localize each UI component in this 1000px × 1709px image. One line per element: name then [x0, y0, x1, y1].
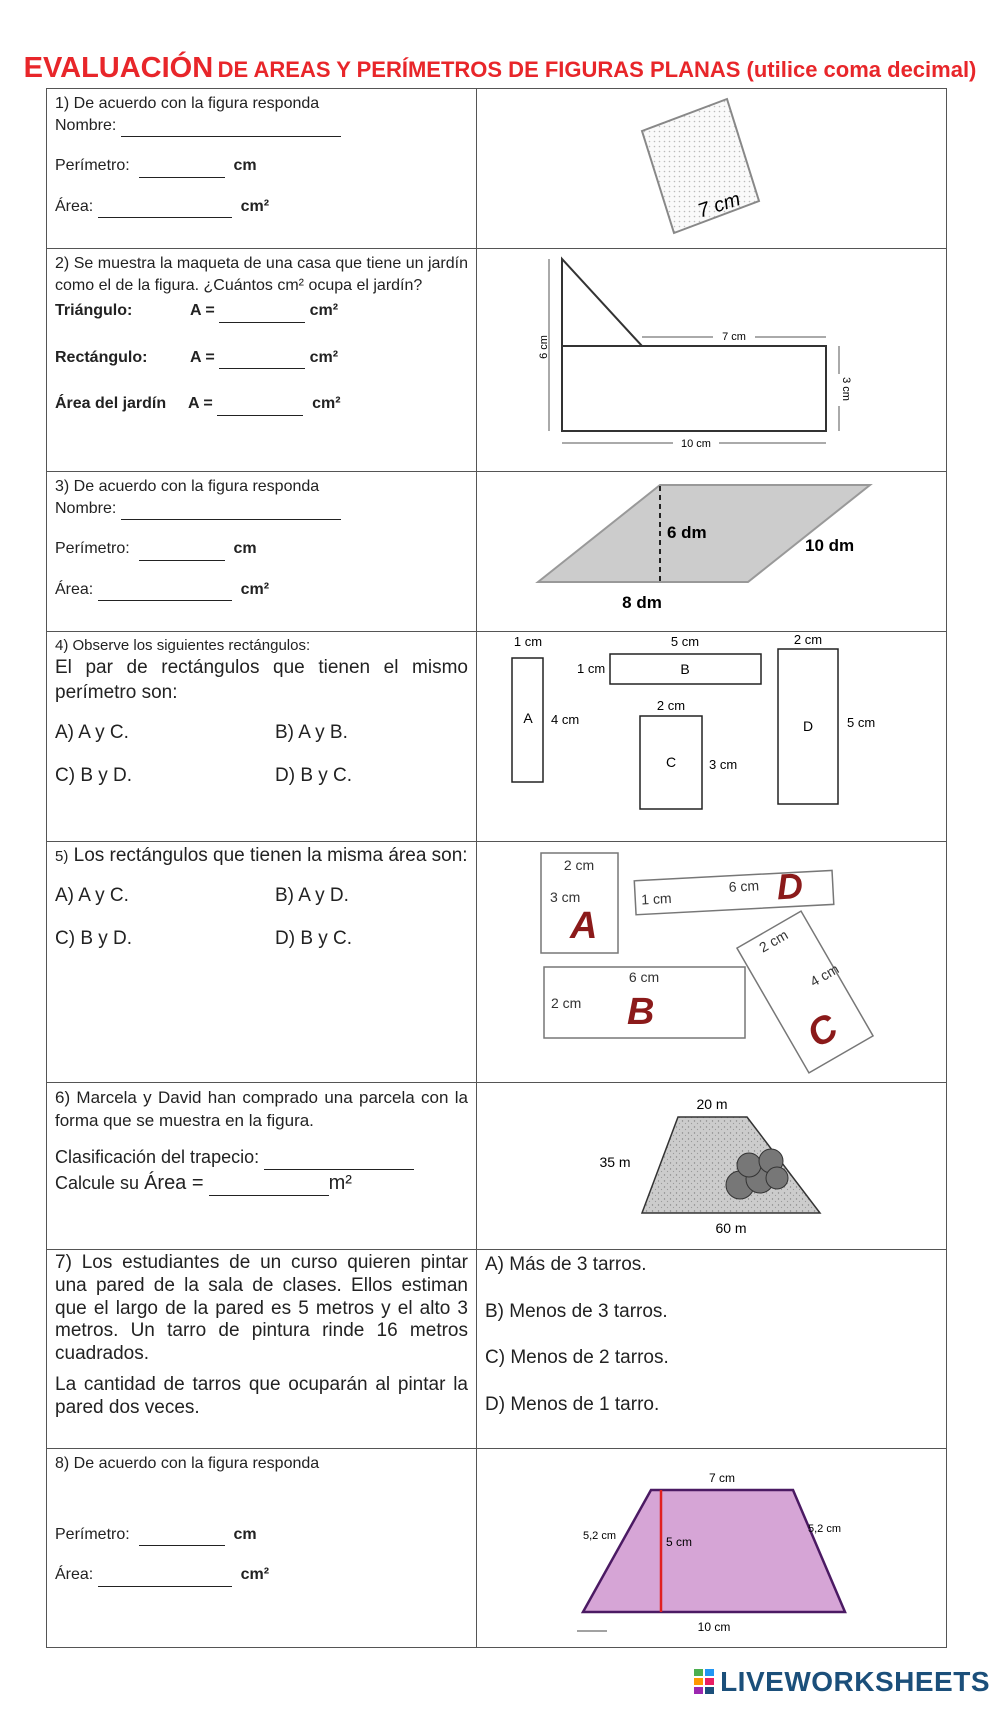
- q1-prompt: 1) De acuerdo con la figura responda: [55, 95, 320, 112]
- q1-name-blank[interactable]: [121, 115, 341, 138]
- q7-option-a[interactable]: A) Más de 3 tarros.: [485, 1254, 647, 1275]
- q4-option-a[interactable]: A) A y C.: [55, 721, 129, 743]
- q4-prompt-small: 4) Observe los siguientes rectángulos:: [55, 637, 311, 654]
- q6-trapezoid: [642, 1117, 820, 1213]
- q3-base-label: 8 dm: [622, 593, 662, 612]
- q4-option-b[interactable]: B) A y B.: [275, 721, 348, 743]
- svg-text:B: B: [680, 661, 690, 677]
- q2-left-label: 6 cm: [538, 335, 550, 359]
- q7-option-d[interactable]: D) Menos de 1 tarro.: [485, 1393, 660, 1415]
- question-4-row: [47, 632, 947, 842]
- q6-bottom-label: 60 m: [715, 1220, 747, 1236]
- q6-classification-blank[interactable]: [264, 1145, 414, 1170]
- q3-area-blank[interactable]: [98, 579, 232, 602]
- svg-text:4 cm: 4 cm: [551, 712, 580, 727]
- liveworksheets-footer: LIVEWORKSHEETS: [694, 1666, 990, 1698]
- q8-area-blank[interactable]: [98, 1564, 232, 1587]
- q2-garden-blank[interactable]: [217, 393, 303, 416]
- q3-name-blank[interactable]: [121, 498, 341, 521]
- svg-text:D: D: [775, 865, 804, 908]
- question-1-row: 1) De acuerdo con la figura responda Nombre: Perímetro: cm Área: cm² 7 cm: [47, 89, 947, 249]
- q1-side-label: 7 cm: [695, 188, 744, 223]
- page-title: EVALUACIÓN DE AREAS Y PERÍMETROS DE FIGURAS PLANAS (utilice coma decimal): [23, 52, 977, 84]
- svg-text:1 cm: 1 cm: [513, 634, 543, 649]
- q6-top-label: 20 m: [696, 1096, 728, 1112]
- svg-text:3 cm: 3 cm: [709, 757, 738, 772]
- evaluation-table: [46, 88, 947, 1648]
- q4-prompt: El par de rectángulos que tienen el mismo perímetro son:: [55, 657, 468, 703]
- svg-text:3 cm: 3 cm: [550, 889, 581, 905]
- q8-trapezoid: [583, 1490, 845, 1612]
- q2-rectangle: [562, 346, 826, 431]
- svg-text:2 cm: 2 cm: [756, 926, 791, 956]
- svg-text:2 cm: 2 cm: [563, 857, 595, 873]
- q8-bottom-label: 10 cm: [697, 1620, 731, 1634]
- svg-text:5 cm: 5 cm: [847, 715, 876, 730]
- svg-text:6 cm: 6 cm: [728, 877, 760, 895]
- q1-square-figure: [477, 89, 948, 243]
- q3-perimeter-blank[interactable]: [139, 538, 225, 561]
- svg-text:2 cm: 2 cm: [551, 995, 582, 1011]
- q8-height-label: 5 cm: [666, 1535, 693, 1549]
- q6-height-label: 35 m: [599, 1154, 631, 1170]
- q3-height-label: 6 dm: [667, 523, 707, 542]
- q2-triangle-blank[interactable]: [219, 300, 305, 323]
- q2-rectangle-blank[interactable]: [219, 347, 305, 370]
- q8-perimeter-blank[interactable]: [139, 1524, 225, 1547]
- svg-text:2 cm: 2 cm: [656, 698, 686, 713]
- q2-garden-figure: [477, 249, 948, 466]
- q2-right-label: 3 cm: [840, 377, 852, 401]
- svg-text:B: B: [627, 991, 655, 1033]
- q8-right-label: 5,2 cm: [808, 1523, 842, 1535]
- q3-prompt: 3) De acuerdo con la figura responda: [55, 478, 320, 495]
- q2-triangle: [562, 259, 642, 346]
- svg-text:5 cm: 5 cm: [670, 634, 700, 649]
- q5-option-c[interactable]: C) B y D.: [55, 928, 133, 950]
- q1-area-label: Área:: [55, 197, 94, 215]
- question-2-row: 2) Se muestra la maqueta de una casa que tiene un jardín como el de la figura. ¿Cuántos cm² ocupa el jardín? Triángulo: A = cm² Rectángulo: A = cm² Área del jardín A = cm² 6 cm 7 cm 3 cm 10 cm: [47, 249, 947, 472]
- q3-side-label: 10 dm: [805, 536, 855, 555]
- q7-question: La cantidad de tarros que ocuparán al pintar la pared dos veces.: [55, 1373, 468, 1418]
- q7-option-b[interactable]: B) Menos de 3 tarros.: [485, 1300, 668, 1322]
- question-6-row: 6) Marcela y David han comprado una parcela con la forma que se muestra en la figura. Clasificación del trapecio: Calcule su Área = m² 20 m 35 m 60 m: [47, 1083, 947, 1250]
- svg-text:A: A: [523, 710, 533, 726]
- q5-rectangles-figure: [477, 842, 948, 1077]
- q5-option-a[interactable]: A) A y C.: [55, 884, 129, 906]
- q6-prompt: 6) Marcela y David han comprado una parcela con la forma que se muestra en la figura.: [55, 1088, 468, 1130]
- q1-area-blank[interactable]: [98, 196, 232, 219]
- liveworksheets-logo-icon: [694, 1667, 716, 1695]
- svg-text:1 cm: 1 cm: [577, 661, 606, 676]
- q4-option-d[interactable]: D) B y C.: [275, 765, 353, 787]
- q6-area-blank[interactable]: [209, 1171, 329, 1196]
- q7-option-c[interactable]: C) Menos de 2 tarros.: [485, 1347, 669, 1369]
- svg-text:C: C: [665, 754, 677, 770]
- q2-top-label: 7 cm: [722, 331, 746, 343]
- q5-option-b[interactable]: B) A y D.: [275, 884, 349, 906]
- svg-text:D: D: [802, 718, 814, 734]
- q1-perimeter-label: Perímetro:: [55, 157, 130, 175]
- q1-name-label: Nombre:: [55, 116, 117, 134]
- q5-rect-c: [737, 911, 873, 1073]
- svg-text:4 cm: 4 cm: [807, 960, 842, 990]
- question-7-row: [47, 1250, 947, 1449]
- q4-option-c[interactable]: C) B y D.: [55, 765, 133, 787]
- q8-top-label: 7 cm: [708, 1471, 736, 1485]
- q2-prompt: 2) Se muestra la maqueta de una casa que tiene un jardín como el de la figura. ¿Cuántos cm² ocupa el jardín?: [55, 255, 468, 294]
- svg-text:C: C: [800, 1006, 846, 1057]
- question-3-row: 3) De acuerdo con la figura responda Nombre: Perímetro: cm Área: cm² 6 dm 10 dm 8 dm: [47, 472, 947, 632]
- q8-prompt: 8) De acuerdo con la figura responda: [55, 1455, 320, 1472]
- svg-text:1 cm: 1 cm: [640, 889, 672, 908]
- q8-trapezoid-figure: [477, 1449, 948, 1642]
- q8-left-label: 5,2 cm: [583, 1530, 617, 1542]
- q5-option-d[interactable]: D) B y C.: [275, 928, 353, 950]
- q3-parallelogram-figure: [477, 472, 948, 626]
- q6-trapezoid-figure: [477, 1083, 948, 1244]
- question-8-row: 8) De acuerdo con la figura responda Perímetro: cm Área: cm² 7 cm 5,2 cm 5,2 cm 5 cm 10 cm: [47, 1449, 947, 1648]
- svg-text:6 cm: 6 cm: [628, 969, 660, 985]
- q1-perimeter-blank[interactable]: [139, 155, 225, 178]
- q4-rectangles-figure: [477, 632, 948, 836]
- q5-prompt: Los rectángulos que tienen la misma área son:: [73, 845, 468, 866]
- svg-text:A: A: [570, 905, 598, 947]
- q2-bottom-label: 10 cm: [681, 438, 711, 450]
- svg-text:2 cm: 2 cm: [793, 632, 823, 647]
- question-5-row: 5) Los rectángulos que tienen la misma área son: A) A y C. B) A y D. C) B y D. D) B y C. 2 cm 3 cm A 1 cm 6 cm D 6 cm 2 cm B 2 cm 4 cm C: [47, 842, 947, 1083]
- q7-prompt: 7) Los estudiantes de un curso quieren pintar una pared de la sala de clases. Ellos estiman que el largo de la pared es 5 metros y el alto 3 metros. Un tarro de pintura rinde 16 metros cuadrados.: [55, 1252, 468, 1365]
